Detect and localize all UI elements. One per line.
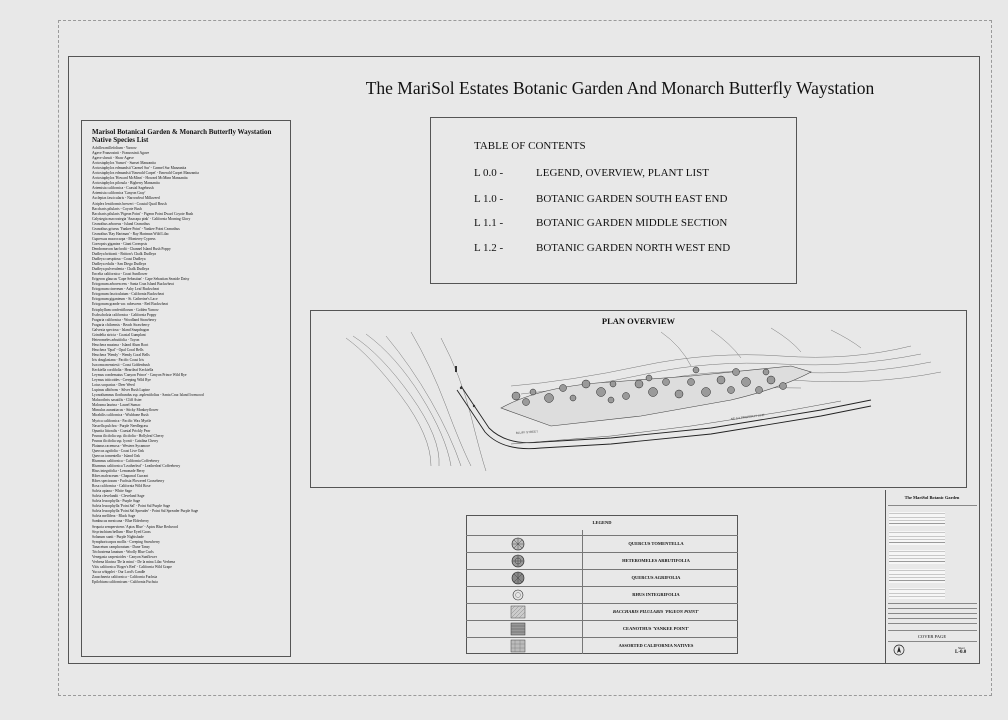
species-item: Zauschneria californica - California Fuchsia	[92, 574, 158, 579]
legend-label: RHUS INTEGRIFOLIA	[632, 592, 680, 597]
street-label: BLUFF STREET	[515, 429, 539, 435]
species-item: Solanum xanti - Purple Nightshade	[92, 534, 144, 539]
title-block-text	[889, 569, 945, 583]
species-item: Malosma laurina - Laurel Sumac	[92, 403, 141, 408]
species-item: Ribes speciosum - Fuchsia Flowered Gooseberry	[92, 479, 165, 484]
legend-row	[466, 586, 738, 603]
species-item: Heuchera maxima - Island Alum Root	[92, 342, 149, 347]
species-item: Trichostema lanatum - Woolly Blue Curls	[92, 549, 154, 554]
rhus-integrifolia-symbol	[510, 588, 526, 602]
species-item: Baccharis pilularis 'Pigeon Point' - Pigeon Point Dwarf Coyote Bush	[92, 211, 194, 216]
legend-label: ASSORTED CALIFORNIA NATIVES	[618, 643, 694, 648]
species-item: Eriogonum cinereum - Ashy Leaf Buckwheat	[92, 287, 160, 292]
species-item: Fragaria chiloensis - Beach Strawberry	[92, 322, 150, 327]
species-item: Lyonothamnus floribundus ssp. aspleniifolius - Santa Cruz Island Ironwood	[92, 393, 204, 398]
title-block-text	[889, 588, 945, 599]
site-plan-drawing	[311, 326, 966, 486]
natives-hatch-symbol	[510, 639, 526, 653]
species-item: Ceanothus griseus 'Yankee Point' - Yankee Point Ceanothus	[92, 226, 180, 231]
species-item: Mirabilis californica - Wishbone Bush	[92, 413, 149, 418]
quercus-agrifolia-symbol	[510, 571, 526, 585]
title-block-divider	[888, 505, 977, 506]
sheet-number-label: Sheet	[958, 646, 965, 650]
toc-sheet-label: BOTANIC GARDEN SOUTH EAST END	[536, 193, 728, 205]
title-block-divider	[888, 608, 977, 609]
legend-label: CEANOTHUS 'YANKEE POINT'	[622, 626, 690, 631]
species-item: Artemisia californica 'Canyon Gray'	[92, 191, 146, 196]
ceanothus-hatch-symbol	[510, 622, 526, 636]
title-block-text	[889, 512, 945, 526]
title-block-divider	[888, 623, 977, 624]
species-item: Eriogonum grande var. rubescens - Red Buckwheat	[92, 302, 168, 307]
title-block-project: The MariSol Botanic Garden	[904, 495, 960, 500]
toc-row	[474, 193, 727, 205]
species-item: Rhus integrifolia - Lemonade Berry	[92, 469, 145, 473]
north-arrow-icon	[893, 644, 905, 656]
legend-row	[466, 603, 738, 620]
species-item: Tanacetum camphoratum - Dune Tansy	[92, 544, 150, 549]
species-item: Heuchera 'Wendy' - Wendy Coral Bells	[92, 352, 150, 357]
species-item: Opuntia littoralis - Coastal Prickly Pear	[92, 428, 151, 433]
species-item: Baccharis pilularis - Coyote Bush	[92, 206, 142, 211]
species-item: Arctostaphylos 'Howard McMinn' - Howard McMinn Manzanita	[92, 176, 188, 181]
species-item: Rosa californica - California Wild Rose	[92, 484, 151, 489]
species-item: Sambucus mexicana - Blue Elderberry	[92, 519, 149, 524]
species-item: Ribes malvaceum - Chaparral Currant	[92, 474, 149, 479]
species-item: Cupressus macrocarpa - Monterey Cypress	[92, 236, 156, 241]
species-item: Epilobium californicum - California Fuchsia	[92, 580, 158, 585]
legend-row	[466, 637, 738, 654]
species-item: Salvia clevelandii - Cleveland Sage	[92, 494, 145, 499]
sheet-number: L-0.0	[955, 650, 967, 655]
legend-label: QUERCUS AGRIFOLIA	[631, 575, 681, 580]
species-item: Symphoricarpos mollis - Creeping Snowberry	[92, 539, 161, 544]
species-item: Calystegia macrostegia 'Anacapa pink' - California Morning Glory	[92, 216, 191, 221]
toc-row	[474, 167, 709, 179]
species-item: Eriogonum giganteum - St. Catherine's Lace	[92, 297, 158, 302]
species-item: Salvia leucophylla 'Point Sal Spreader' - Point Sal Spreader Purple Sage	[92, 509, 199, 514]
legend-row	[466, 535, 738, 552]
species-item: Rhamnus californica - California Coffeeberry	[92, 458, 160, 463]
species-item: Grindelia stricta - Coastal Gumplant	[92, 332, 146, 337]
species-item: Quercus agrifolia - Coast Live Oak	[92, 448, 144, 453]
toc-row	[474, 242, 730, 254]
toc-sheet-label: BOTANIC GARDEN NORTH WEST END	[536, 242, 731, 254]
species-item: Eriophyllum confertiflorum - Golden Yarrow	[92, 307, 159, 312]
legend-row	[466, 620, 738, 637]
species-item: Coreopsis gigantea - Giant Coreopsis	[92, 241, 148, 246]
species-item: Keckiella cordifolia - Heartleaf Keckiella	[92, 368, 154, 373]
species-item: Agave Franzosinii - Franzosinii Agave	[92, 151, 150, 156]
title-block-divider	[888, 630, 977, 631]
species-item: Platanus racemosa - Western Sycamore	[92, 443, 150, 448]
title-block-divider	[888, 618, 977, 619]
species-item: Salvia leucophylla 'Point Sal' - Point Sal Purple Sage	[92, 504, 171, 509]
species-item: Leymus triticoides - Creeping Wild Rye	[92, 378, 151, 383]
species-item: Lotus scoparius - Deer Weed	[92, 383, 135, 388]
property-line-label: NE 1/4 PROPERTY LINE	[730, 412, 765, 421]
species-item: Iris douglasiana - Pacific Coast Iris	[92, 357, 144, 362]
species-item: Eschscholzia californica - California Poppy	[92, 312, 157, 317]
species-item: Dudleya brittonii - Britton's Chalk Dudleya	[92, 251, 157, 256]
species-item: Rhamnus californica 'Leatherleaf' - Leatherleaf Coffeeberry	[92, 463, 181, 468]
toc-sheet-code: L 1.2 -	[474, 242, 504, 254]
species-item: Malacothrix saxatilis - Cliff Aster	[92, 398, 142, 403]
toc-title: TABLE OF CONTENTS	[474, 140, 586, 152]
species-item: Sisyrinchium bellum - Blue Eyed Grass	[92, 529, 151, 534]
species-item: Lupinus albifrons - Silver Bush Lupine	[92, 388, 150, 393]
species-list-subtitle: Native Species List	[92, 136, 149, 144]
toc-sheet-code: L 1.0 -	[474, 193, 504, 205]
species-item: Achillea millefolium - Yarrow	[92, 146, 137, 150]
species-list-panel	[81, 120, 291, 657]
legend-label: QUERCUS TOMENTELLA	[628, 541, 684, 546]
species-item: Quercus tomentella - Island Oak	[92, 453, 140, 458]
species-item: Arctostaphylos edmundsii 'Carmel Sur' - Carmel Sur Manzanita	[92, 166, 187, 171]
sheet-name: COVER PAGE	[917, 634, 947, 639]
species-item: Dudleya pulverulenta - Chalk Dudleya	[92, 267, 150, 272]
species-item: Salvia apiana - White Sage	[92, 489, 132, 494]
legend-row	[466, 552, 738, 569]
species-item: Encelia californica - Coast Sunflower	[92, 272, 148, 277]
toc-sheet-code: L 1.1 -	[474, 217, 504, 229]
species-item: Leymus condensatus 'Canyon Prince' - Canyon Prince Wild Rye	[92, 373, 187, 378]
species-item: Ceanothus 'Ray Hartman' - Ray Hartman Wild Lilac	[92, 231, 169, 236]
plan-overview-title: PLAN OVERVIEW	[601, 316, 676, 326]
species-item: Myrica californica - Pacific Wax Myrtle	[92, 418, 152, 423]
species-item: Arctostaphylos 'Sunset' - Sunset Manzanita	[92, 161, 156, 166]
species-item: Agave shawii - Shaw Agave	[92, 156, 134, 161]
legend-label: BACCHARIS PILULARIS 'PIGEON POINT'	[612, 609, 700, 614]
species-item: Verbena lilacina 'De la mina' - De la mina Lilac Verbena	[92, 559, 175, 564]
species-item: Erigeron glaucus 'Cape Sebastian' - Cape Sebastian Seaside Daisy	[92, 277, 190, 282]
species-item: Galvezia speciosa - Island Snapdragon	[92, 327, 150, 332]
title-block-text	[889, 550, 945, 564]
species-item: Prunus ilicifolia ssp. ilicifolia - Hollyleaf Cherry	[92, 433, 164, 438]
species-item: Asclepias fascicularis - Narrowleaf Milkweed	[92, 196, 160, 201]
species-list-title: Marisol Botanical Garden & Monarch Butterfly Waystation	[92, 128, 272, 136]
species-item: Isocoma menziesii - Coast Goldenbush	[92, 363, 150, 368]
toc-sheet-code: L 0.0 -	[474, 167, 504, 179]
species-item: Salvia leucophylla - Purple Sage	[92, 499, 141, 504]
title-block-text	[889, 531, 945, 545]
legend-row	[466, 569, 738, 586]
species-item: Ceanothus arboreus - Island Ceanothus	[92, 221, 150, 226]
species-item: Mimulus aurantiacus - Sticky Monkeyflower	[92, 408, 159, 413]
legend-title: LEGEND	[592, 520, 612, 525]
toc-sheet-label: LEGEND, OVERVIEW, PLANT LIST	[536, 167, 709, 179]
toc-row	[474, 217, 727, 229]
species-item: Dendromecon harfordii - Channel Island Bush Poppy	[92, 246, 171, 251]
title-block-divider	[888, 603, 977, 604]
species-item: Heteromeles arbutifolia - Toyon	[92, 337, 140, 342]
legend-label: HETEROMELES ARBUTIFOLIA	[622, 558, 690, 563]
species-item: Sequoia sempervirens 'Aptos Blue' - Aptos Blue Redwood	[92, 524, 179, 529]
species-item: Yucca whipplei - Our Lord's Candle	[92, 569, 146, 574]
species-item: Salvia mellifera - Black Sage	[92, 514, 136, 519]
species-item: Artemisia californica - Coastal Sagebrush	[92, 186, 154, 191]
species-item: Heuchera 'Opal' - Opal Coral Bells	[92, 347, 144, 352]
species-item: Dudleya edulis - San Diego Dudleya	[92, 262, 147, 267]
baccharis-hatch-symbol	[510, 605, 526, 619]
page-title: The MariSol Estates Botanic Garden And Monarch Butterfly Waystation	[365, 78, 875, 98]
species-item: Dudleya caespitosa - Coast Dudleya	[92, 257, 146, 262]
species-item: Venegasia carpesioides - Canyon Sunflower	[92, 554, 157, 559]
species-item: Vitis californica 'Roger's Red' - California Wild Grape	[92, 564, 172, 569]
species-item: Prunus ilicifolia ssp. lyonii - Catalina Cherry	[92, 438, 159, 443]
species-list	[92, 146, 284, 585]
quercus-tomentella-symbol	[510, 537, 526, 551]
species-item: Arctostaphylos pilosula - Bigberry Manzanita	[92, 181, 160, 186]
species-item: Atriplex lentiformis breweri - Coastal Quail Brush	[92, 201, 167, 206]
heteromeles-arbutifolia-symbol	[510, 554, 526, 568]
site-markers	[455, 366, 475, 407]
species-item: Fragaria californica - Woodland Strawberry	[92, 317, 157, 322]
title-block-divider	[888, 641, 977, 642]
species-item: Eriogonum fasciculatum - California Buckwheat	[92, 292, 164, 297]
species-item: Nassella pulchra - Purple Needlegrass	[92, 423, 149, 428]
species-item: Eriogonum arborescens - Santa Cruz Island Buckwheat	[92, 282, 174, 287]
species-item: Arctostaphylos edmundsii 'Emerald Carpet' - Emerald Carpet Manzanita	[92, 171, 199, 176]
title-block-divider	[888, 613, 977, 614]
toc-sheet-label: BOTANIC GARDEN MIDDLE SECTION	[536, 217, 728, 229]
